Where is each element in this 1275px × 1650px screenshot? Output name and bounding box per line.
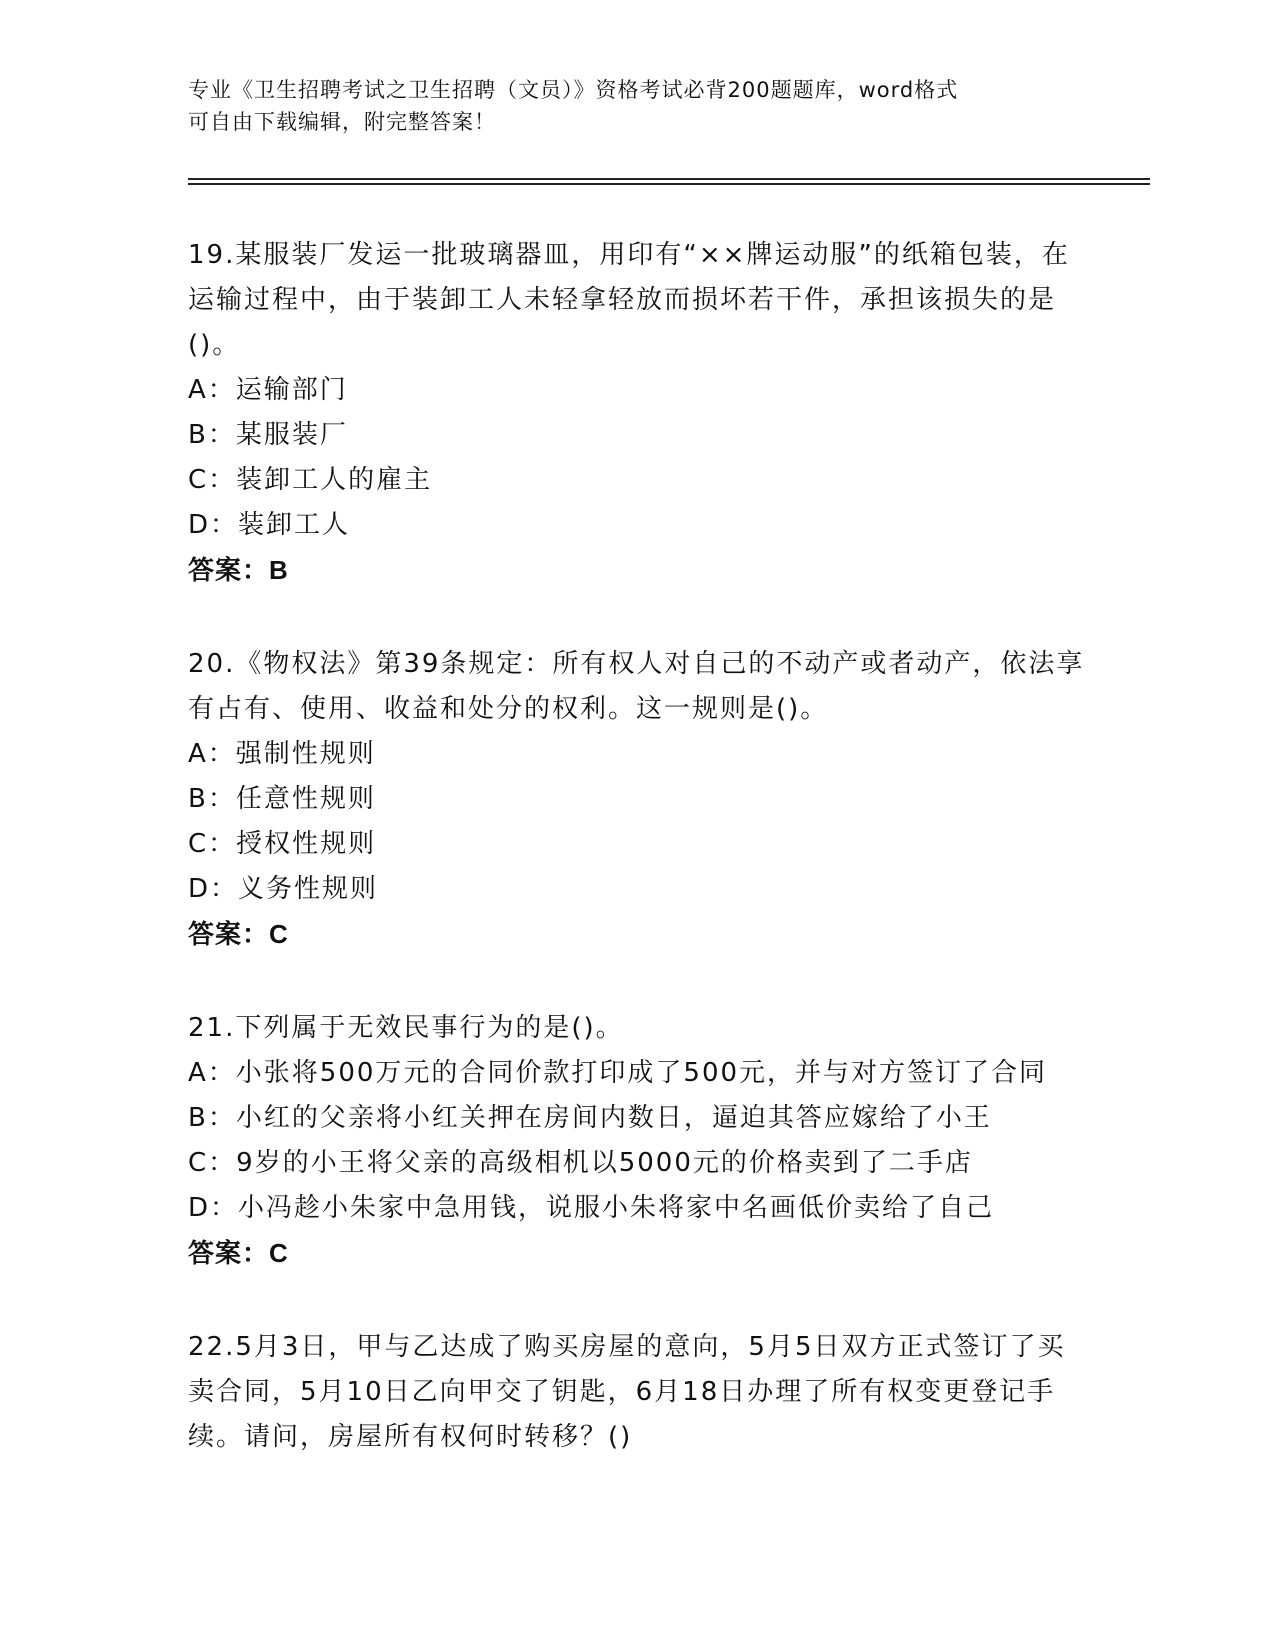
header-divider-top (188, 178, 1150, 180)
header-divider-bottom (188, 183, 1150, 185)
question-20 (188, 642, 1088, 957)
option-d: D：小冯趁小朱家中急用钱，说服小朱将家中名画低价卖给了自己 (188, 1193, 995, 1223)
header-line-2: 可自由下载编辑，附完整答案！ (188, 110, 496, 134)
question-stem: 22.5月3日，甲与乙达成了购买房屋的意向，5月5日双方正式签订了买卖合同，5月10日乙向甲交了钥匙，6月18日办理了所有权变更登记手续。请问，房屋所有权何时转移？() (188, 1332, 1066, 1452)
option-a: A：强制性规则 (188, 739, 376, 769)
document-header (188, 74, 1088, 138)
option-c: C：9岁的小王将父亲的高级相机以5000元的价格卖到了二手店 (188, 1148, 973, 1178)
question-stem: 19.某服装厂发运一批玻璃器皿，用印有“××牌运动服”的纸箱包装，在运输过程中，由于装卸工人未轻拿轻放而损坏若干件，承担该损失的是()。 (188, 240, 1070, 360)
option-b: B：小红的父亲将小红关押在房间内数日，逼迫其答应嫁给了小王 (188, 1103, 992, 1133)
answer-line: 答案：B (188, 555, 289, 585)
header-line-1: 专业《卫生招聘考试之卫生招聘（文员）》资格考试必背200题题库，word格式 (188, 78, 959, 102)
question-19 (188, 233, 1088, 593)
option-c: C：装卸工人的雇主 (188, 465, 433, 495)
question-stem: 20.《物权法》第39条规定：所有权人对自己的不动产或者动产，依法享有占有、使用、收益和处分的权利。这一规则是()。 (188, 649, 1085, 724)
question-22 (188, 1325, 1088, 1460)
option-a: A：小张将500万元的合同价款打印成了500元，并与对方签订了合同 (188, 1058, 1048, 1088)
answer-line: 答案：C (188, 919, 289, 949)
answer-line: 答案：C (188, 1238, 289, 1268)
question-21 (188, 1006, 1088, 1276)
option-d: D：装卸工人 (188, 510, 351, 540)
option-b: B：任意性规则 (188, 784, 376, 814)
option-c: C：授权性规则 (188, 829, 377, 859)
question-stem: 21.下列属于无效民事行为的是()。 (188, 1013, 624, 1043)
option-a: A：运输部门 (188, 375, 348, 405)
option-b: B：某服装厂 (188, 420, 348, 450)
option-d: D：义务性规则 (188, 874, 379, 904)
